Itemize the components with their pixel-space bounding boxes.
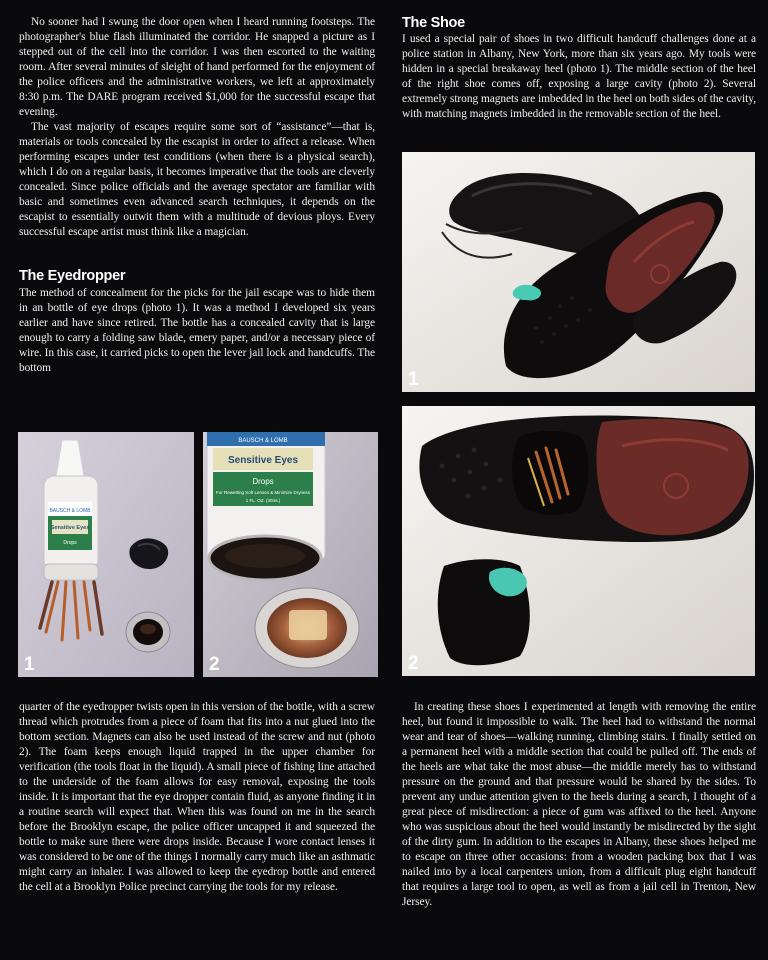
shoe-photo-1-label: 1 — [408, 369, 419, 390]
bottle2-sub-label: Drops — [252, 477, 274, 486]
shoe-photo-2 — [402, 406, 755, 676]
bottle2-top-label: BAUSCH & LOMB — [238, 438, 288, 444]
bottle2-volume: 1 FL. OZ. (30mL) — [245, 498, 281, 503]
eyedropper-photo-1 — [18, 432, 194, 677]
eyedropper-photo-1-label: 1 — [24, 654, 35, 675]
shoe-heading: The Shoe — [402, 15, 465, 31]
shoe-photo-1-image — [402, 152, 755, 392]
bottle-top-label: BAUSCH & LOMB — [49, 508, 91, 514]
shoe-photo-2-image — [402, 406, 755, 676]
shoe-photo-1 — [402, 152, 755, 392]
eyedropper-paragraph: The method of concealment for the picks for the jail escape was to hide them in an bottle of eye drops (photo 1). It was a method I developed six years earlier and have since retired. The bottle has a concealed cavity that is large enough to carry a folding saw blade, emery paper, and/or a necessary piece of wire. In this case, it carried picks to open the lever jail lock and handcuffs. The bottom — [19, 287, 375, 374]
right-column-bottom — [402, 700, 756, 910]
intro-paragraph-2: The vast majority of escapes require some sort of “assistance”—that is, materials or tools concealed by the escapist in order to affect a release. When performing escapes under test conditions (when there is a physical search), which I do on a regular basis, it becomes imperative that the tools are cleverly concealed. Since police officials and the average spectator are familiar with basic and sometimes even advanced search techniques, it depends on the escapist to essentially outwit them with a multitude of devious ploys. Every successful escape artist must think like a magician. — [19, 121, 375, 238]
eyedropper-photo-2-image — [203, 432, 378, 677]
bottle-brand-label: Sensitive Eyes — [50, 525, 90, 531]
eyedropper-photo-2 — [203, 432, 378, 677]
bottle-sub-label: Drops — [63, 540, 77, 546]
eyedropper-photo-1-image — [18, 432, 194, 677]
eyedropper-photo-2-label: 2 — [209, 654, 220, 675]
shoe-photo-2-label: 2 — [408, 653, 419, 674]
intro-paragraph-1: No sooner had I swung the door open when I heard running footsteps. The photographer's blue flash illuminated the corridor. He snapped a picture as I stepped out of the cell into the corridor. I was then escorted to the waiting room. After several minutes of sleight of hand performed for the enjoyment of the police officers and the administrative workers, we left at approximately 8:30 p.m. The DARE program received $1,000 for the successful escape that evening. — [19, 16, 375, 118]
shoe-closing-paragraph: In creating these shoes I experimented at length with removing the entire heel, but found it impossible to walk. The heel had to withstand the normal wear and tear of shoes—walking running, climbing stairs. I finally settled on a permanent heel with a middle section that could be pulled off. The ends of the heels are what take the most abuse—the middle merely has to withstand pressure on the ground and that pressure would be shared by the sides. To prevent any undue attention given to the heels during a search, I thought of a great piece of misdirection: a piece of gum was affixed to the heel. Anyone who was suspicious about the heel would instantly be misdirected by the sight of the dirty gum. In addition to the escapes in Albany, these shoes helped me to escape on three other occasions: from a wooden packing box that I was nailed into by a local carpenters union, from a difficult plug eight handcuff that requires a large tool to open, as well as from a jail cell in Trenton, New Jersey. — [402, 701, 756, 908]
bottle2-fine-print: For Rewetting Soft Lenses & Minimize Dryness — [215, 490, 311, 495]
bottle2-brand-label: Sensitive Eyes — [227, 455, 299, 466]
shoe-paragraph: I used a special pair of shoes in two difficult handcuff challenges done at a police station in Albany, New York, more than six years ago. My tools were hidden in a special breakaway heel (photo 1). The middle section of the heel of the right shoe comes off, exposing a large cavity (photo 2). Several extremely strong magnets are imbedded in the heel on both sides of the cavity, with matching magnets imbedded in the removable section of the heel. — [402, 33, 756, 120]
eyedropper-continued-paragraph: quarter of the eyedropper twists open in this version of the bottle, with a screw thread which protrudes from a piece of foam that fits into a nut glued into the bottom section. Magnets can also be used instead of the screw and nut (photo 2). The foam keeps enough liquid trapped in the upper chamber for verification (the tools float in the liquid). A small piece of fishing line attached to the underside of the foam allows for easy removal, exposing the tools inside. It is important that the eye dropper contain fluid, as anyone finding it in a routine search will expect that. When this was found on me in the search before the Brooklyn escape, the police officer uncapped it and squeezed the bottle to make sure there were drops inside. Because I wore contact lenses it was considered to be one of the things I normally carry much like an asthmatic might carry an inhaler. I was allowed to keep the eyedrop bottle and entered the cell at a Brooklyn Police precinct carrying the tools for my release. — [19, 701, 375, 893]
left-column-top — [19, 15, 375, 376]
left-column-bottom — [19, 700, 375, 895]
eyedropper-heading: The Eyedropper — [19, 268, 126, 284]
right-column-top — [402, 15, 756, 122]
